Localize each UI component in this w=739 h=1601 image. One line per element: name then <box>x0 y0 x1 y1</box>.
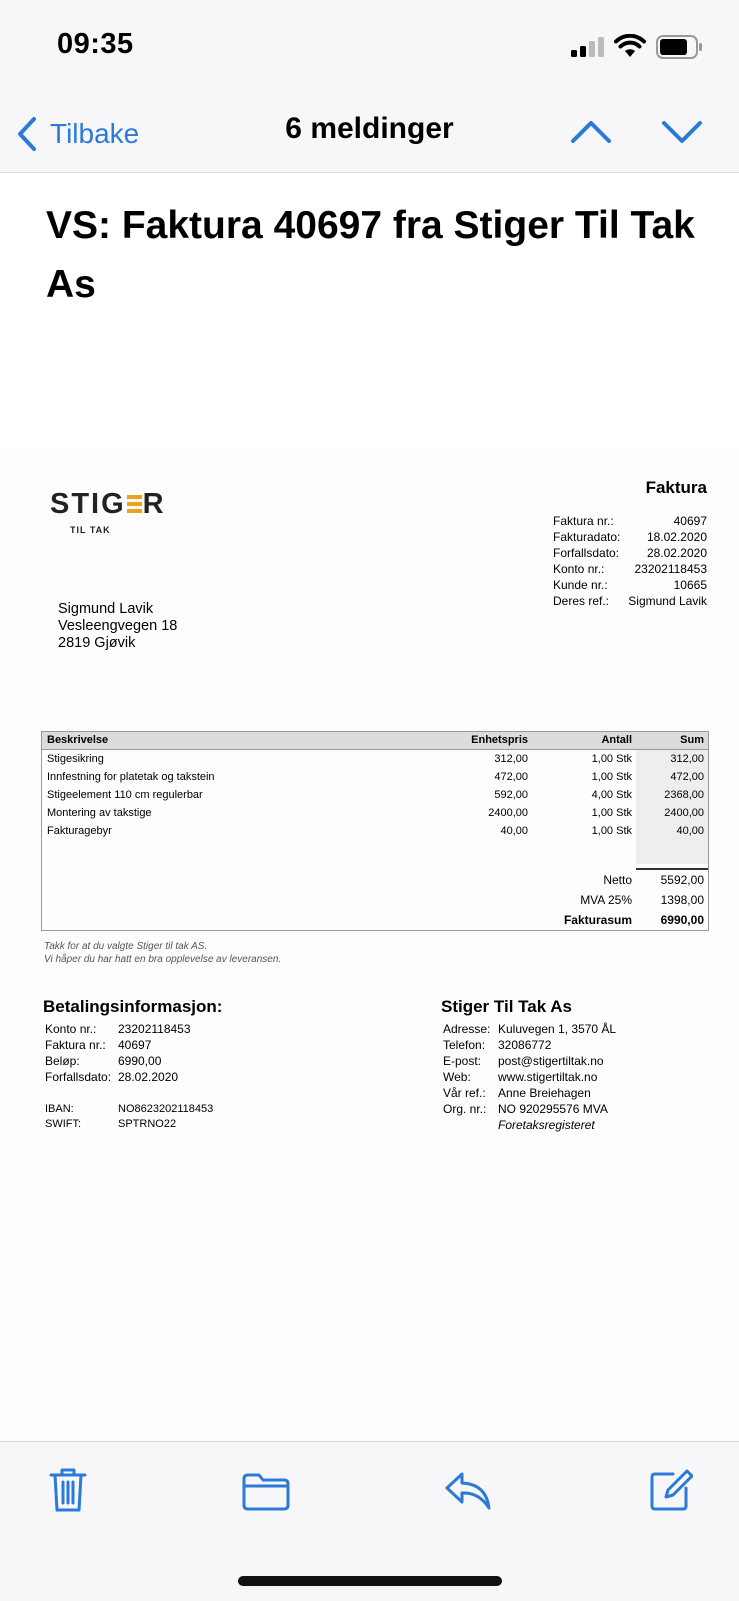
bank-row <box>45 1101 213 1117</box>
payment-row <box>45 1037 213 1053</box>
logo-text: STIG <box>50 488 126 520</box>
payment-info <box>45 1021 213 1131</box>
payment-label: Faktura nr.: <box>45 1038 106 1052</box>
cell-description: Montering av takstige <box>47 807 152 819</box>
payment-value: 23202118453 <box>118 1022 191 1036</box>
meta-row <box>553 593 707 609</box>
nav-title: 6 meldinger <box>285 112 454 145</box>
cellular-signal-icon <box>571 37 605 57</box>
cell-description: Innfestning for platetak og takstein <box>47 771 215 783</box>
cell-sum: 472,00 <box>670 771 704 783</box>
reply-icon[interactable] <box>444 1471 492 1511</box>
customer-city: 2819 Gjøvik <box>58 635 136 651</box>
company-row <box>443 1037 616 1053</box>
company-label: Org. nr.: <box>443 1102 487 1116</box>
thanks-line: Vi håper du har hatt en bra opplevelse av leveransen. <box>44 954 282 965</box>
logo-subtitle: TIL TAK <box>70 525 111 535</box>
payment-label: Konto nr.: <box>45 1022 97 1036</box>
header-quantity: Antall <box>601 734 632 746</box>
previous-message-button[interactable] <box>569 115 613 147</box>
table-row <box>42 786 708 804</box>
thanks-line: Takk for at du valgte Stiger til tak AS. <box>44 941 208 952</box>
thanks-note <box>44 940 281 966</box>
cell-unit-price: 592,00 <box>494 789 528 801</box>
payment-row <box>45 1053 213 1069</box>
total-label: Fakturasum <box>563 913 632 927</box>
company-value: Kuluvegen 1, 3570 ÅL <box>498 1022 617 1036</box>
wifi-icon <box>614 34 646 58</box>
company-row <box>443 1021 616 1037</box>
meta-row <box>553 529 707 545</box>
total-value: 6990,00 <box>660 913 704 927</box>
company-value: NO 920295576 MVA <box>498 1102 608 1116</box>
payment-row <box>45 1021 213 1037</box>
meta-value: 18.02.2020 <box>646 530 707 544</box>
company-row <box>443 1069 616 1085</box>
table-row <box>42 822 708 840</box>
folder-icon[interactable] <box>242 1473 290 1511</box>
table-header <box>42 732 708 750</box>
cell-description: Stigeelement 110 cm regulerbar <box>47 789 203 801</box>
meta-row <box>553 545 707 561</box>
meta-row <box>553 513 707 529</box>
payment-heading: Betalingsinformasjon: <box>43 997 223 1016</box>
company-heading: Stiger Til Tak As <box>441 997 573 1016</box>
next-message-button[interactable] <box>660 115 704 147</box>
company-label: Adresse: <box>443 1022 491 1036</box>
company-label: Telefon: <box>443 1038 486 1052</box>
company-value[interactable]: post@stigertiltak.no <box>498 1054 604 1068</box>
cell-sum: 2400,00 <box>664 807 704 819</box>
meta-row <box>553 577 707 593</box>
total-row-net <box>42 870 708 890</box>
payment-label: Forfallsdato: <box>45 1070 112 1084</box>
cell-unit-price: 472,00 <box>494 771 528 783</box>
cell-quantity: 4,00 Stk <box>591 789 632 801</box>
customer-address <box>58 601 177 652</box>
meta-label: Kunde nr.: <box>553 578 608 592</box>
cell-unit-price: 312,00 <box>494 753 528 765</box>
header-unit-price: Enhetspris <box>471 734 528 746</box>
company-row <box>443 1117 616 1133</box>
bank-label: SWIFT: <box>45 1118 82 1130</box>
company-info <box>443 1021 616 1133</box>
table-row <box>42 804 708 822</box>
bank-label: IBAN: <box>45 1103 74 1115</box>
meta-label: Forfallsdato: <box>553 546 620 560</box>
payment-value: 40697 <box>118 1038 152 1052</box>
header-description: Beskrivelse <box>47 734 109 746</box>
total-label: Netto <box>603 873 632 887</box>
company-row <box>443 1053 616 1069</box>
cell-quantity: 1,00 Stk <box>591 807 632 819</box>
meta-label: Fakturadato: <box>553 530 621 544</box>
total-value: 5592,00 <box>660 873 704 887</box>
cell-unit-price: 40,00 <box>500 825 528 837</box>
cell-quantity: 1,00 Stk <box>591 753 632 765</box>
payment-label: Beløp: <box>45 1054 80 1068</box>
status-bar <box>0 0 739 100</box>
battery-icon <box>656 35 704 59</box>
company-label: Web: <box>443 1070 471 1084</box>
back-label: Tilbake <box>50 118 140 149</box>
cell-sum: 312,00 <box>670 753 704 765</box>
cell-quantity: 1,00 Stk <box>591 771 632 783</box>
payment-row <box>45 1069 213 1085</box>
status-time: 09:35 <box>57 28 134 60</box>
company-value: Anne Breiehagen <box>498 1086 591 1100</box>
meta-label: Faktura nr.: <box>553 514 614 528</box>
company-row <box>443 1085 616 1101</box>
meta-value: 23202118453 <box>634 562 707 576</box>
total-value: 1398,00 <box>660 893 704 907</box>
meta-label: Konto nr.: <box>553 562 605 576</box>
bank-row <box>45 1117 213 1131</box>
invoice-meta <box>553 513 707 609</box>
meta-value: 28.02.2020 <box>646 546 707 560</box>
cell-description: Fakturagebyr <box>47 825 112 837</box>
company-row <box>443 1101 616 1117</box>
total-row-invoice-sum <box>42 910 708 930</box>
home-indicator <box>238 1576 502 1586</box>
cell-sum: 2368,00 <box>664 789 704 801</box>
compose-icon[interactable] <box>649 1469 693 1513</box>
table-row <box>42 750 708 768</box>
invoice-title: Faktura <box>645 478 707 497</box>
payment-value: 6990,00 <box>118 1054 162 1068</box>
customer-name: Sigmund Lavik <box>58 601 154 617</box>
total-label: MVA 25% <box>580 893 632 907</box>
meta-label: Deres ref.: <box>553 594 610 608</box>
cell-unit-price: 2400,00 <box>488 807 528 819</box>
table-row <box>42 768 708 786</box>
meta-value: Sigmund Lavik <box>628 594 707 608</box>
header-sum: Sum <box>680 734 704 746</box>
company-label: E-post: <box>443 1054 482 1068</box>
company-value: 32086772 <box>498 1038 552 1052</box>
bank-value: SPTRNO22 <box>118 1118 177 1130</box>
meta-row <box>553 561 707 577</box>
bank-value: NO8623202118453 <box>118 1103 214 1115</box>
invoice-table <box>41 731 709 931</box>
total-row-vat <box>42 890 708 910</box>
company-value: Foretaksregisteret <box>498 1118 595 1132</box>
company-logo <box>50 488 166 535</box>
trash-icon[interactable] <box>49 1467 87 1513</box>
customer-street: Vesleengvegen 18 <box>58 618 178 634</box>
company-label: Vår ref.: <box>443 1086 486 1100</box>
meta-value: 40697 <box>673 514 707 528</box>
company-value[interactable]: www.stigertiltak.no <box>498 1070 598 1084</box>
payment-value: 28.02.2020 <box>118 1070 179 1084</box>
email-subject: VS: Faktura 40697 fra Stiger Til Tak As <box>46 204 695 306</box>
cell-sum: 40,00 <box>676 825 704 837</box>
logo-ladder-icon <box>127 495 142 514</box>
cell-quantity: 1,00 Stk <box>591 825 632 837</box>
cell-description: Stigesikring <box>47 753 104 765</box>
logo-text-end: R <box>142 488 166 520</box>
meta-value: 10665 <box>673 578 707 592</box>
